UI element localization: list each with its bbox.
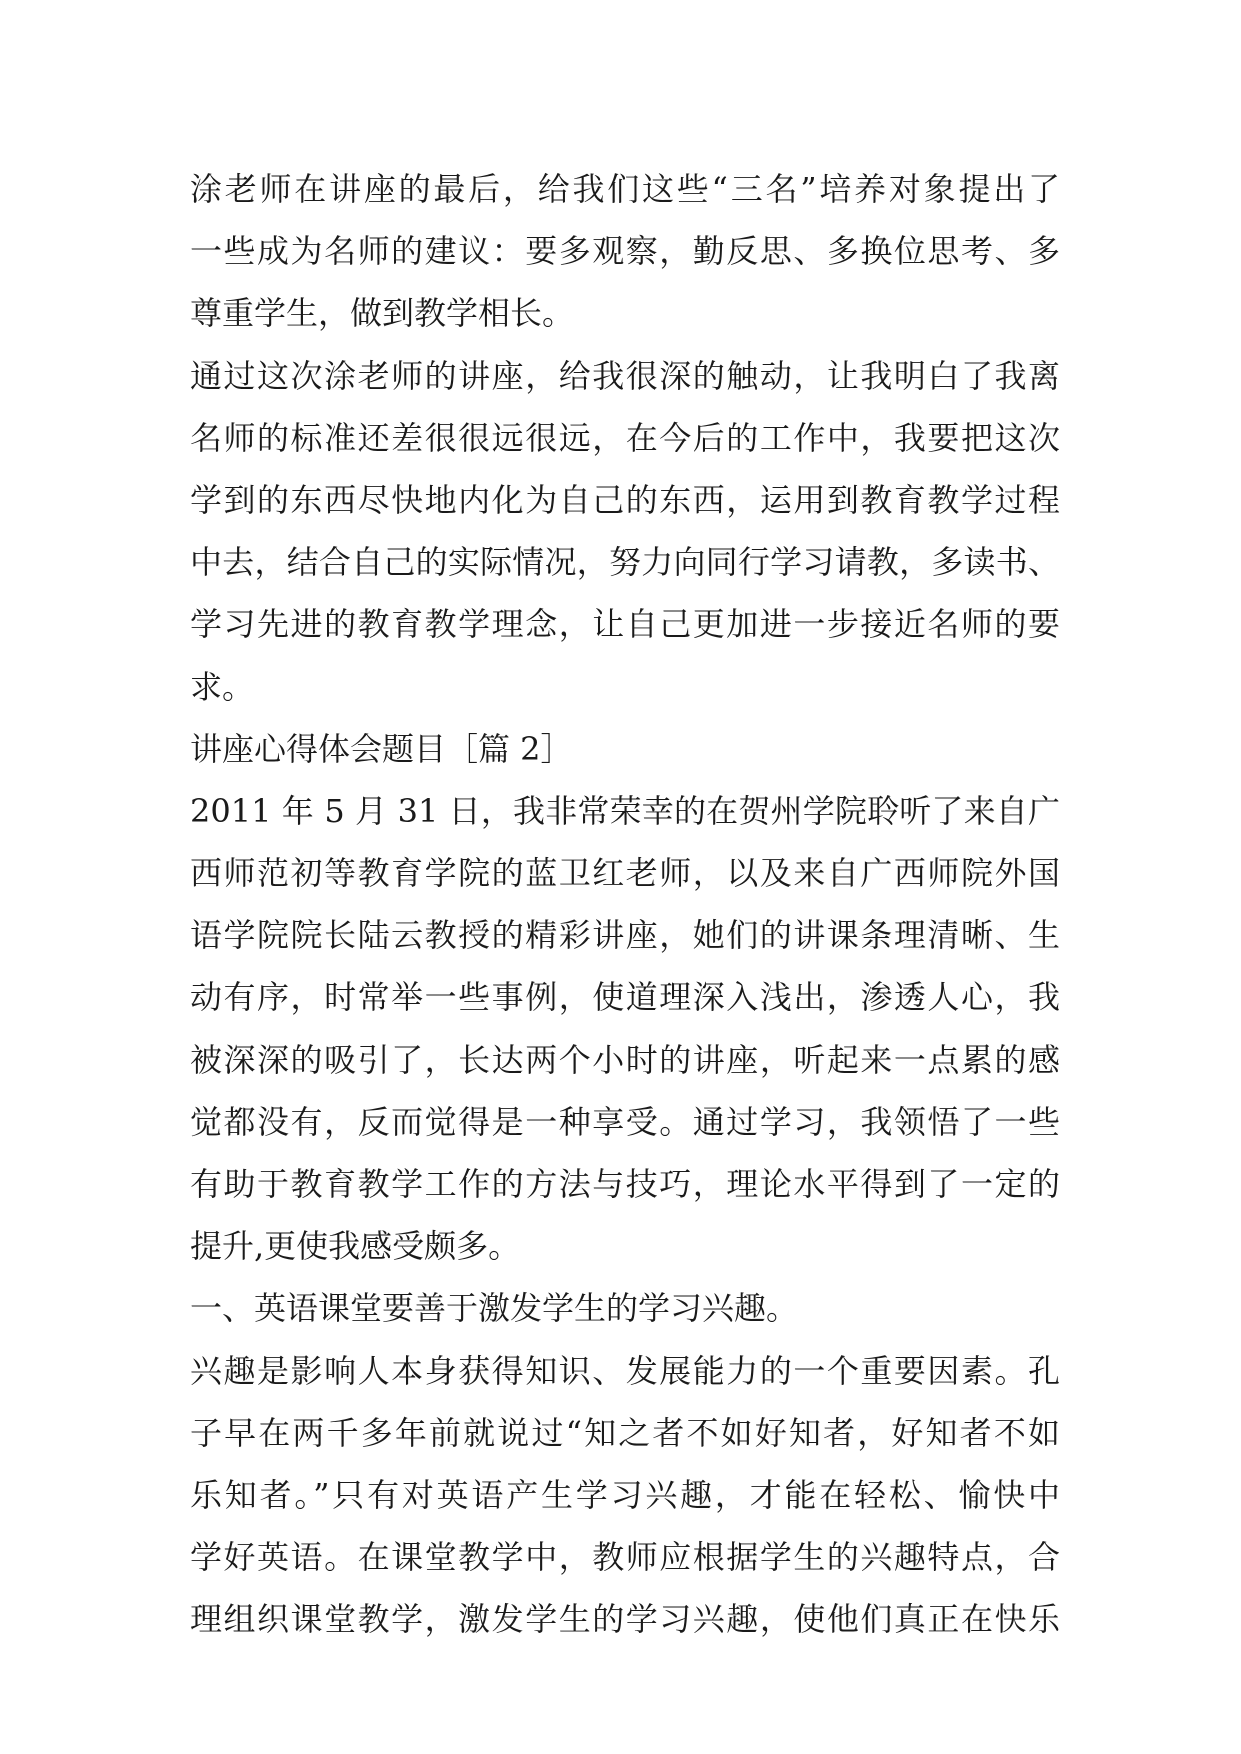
text-line: 乐知者。”只有对英语产生学习兴趣，才能在轻松、愉快中 <box>190 1475 1060 1514</box>
text-line: 西师范初等教育学院的蓝卫红老师，以及来自广西师院外国 <box>190 854 1060 893</box>
text-line: 语学院院长陆云教授的精彩讲座，她们的讲课条理清晰、生 <box>190 916 1060 955</box>
text-line: 子早在两千多年前就说过“知之者不如好知者，好知者不如 <box>190 1413 1060 1452</box>
text-line: 2011 年 5 月 31 日，我非常荣幸的在贺州学院聆听了来自广 <box>190 791 1060 830</box>
text-line: 兴趣是影响人本身获得知识、发展能力的一个重要因素。孔 <box>190 1351 1060 1390</box>
text-line: 提升,更使我感受颇多。 <box>190 1227 521 1266</box>
text-line: 学好英语。在课堂教学中，教师应根据学生的兴趣特点，合 <box>190 1538 1060 1577</box>
text-line: 求。 <box>190 667 255 706</box>
document-body <box>190 158 1060 1651</box>
text-line: 一些成为名师的建议：要多观察，勤反思、多换位思考、多 <box>190 232 1060 271</box>
text-line: 学到的东西尽快地内化为自己的东西，运用到教育教学过程 <box>190 480 1060 519</box>
text-line: 动有序，时常举一些事例，使道理深入浅出，渗透人心，我 <box>190 978 1060 1017</box>
section-heading: 讲座心得体会题目［篇 2］ <box>190 729 573 768</box>
text-line: 名师的标准还差很很远很远，在今后的工作中，我要把这次 <box>190 418 1060 457</box>
text-line: 通过这次涂老师的讲座，给我很深的触动，让我明白了我离 <box>190 356 1060 395</box>
text-line: 涂老师在讲座的最后，给我们这些“三名”培养对象提出了 <box>190 170 1060 208</box>
text-line: 觉都没有，反而觉得是一种享受。通过学习，我领悟了一些 <box>190 1102 1060 1141</box>
text-line: 中去，结合自己的实际情况，努力向同行学习请教，多读书、 <box>190 543 1060 582</box>
text-line: 有助于教育教学工作的方法与技巧，理论水平得到了一定的 <box>190 1165 1060 1203</box>
text-line: 被深深的吸引了，长达两个小时的讲座，听起来一点累的感 <box>190 1040 1060 1079</box>
text-line: 尊重学生，做到教学相长。 <box>190 294 575 333</box>
text-line: 理组织课堂教学，激发学生的学习兴趣，使他们真正在快乐 <box>190 1600 1060 1639</box>
subsection-heading: 一、英语课堂要善于激发学生的学习兴趣。 <box>190 1289 799 1328</box>
text-line: 学习先进的教育教学理念，让自己更加进一步接近名师的要 <box>190 605 1060 644</box>
